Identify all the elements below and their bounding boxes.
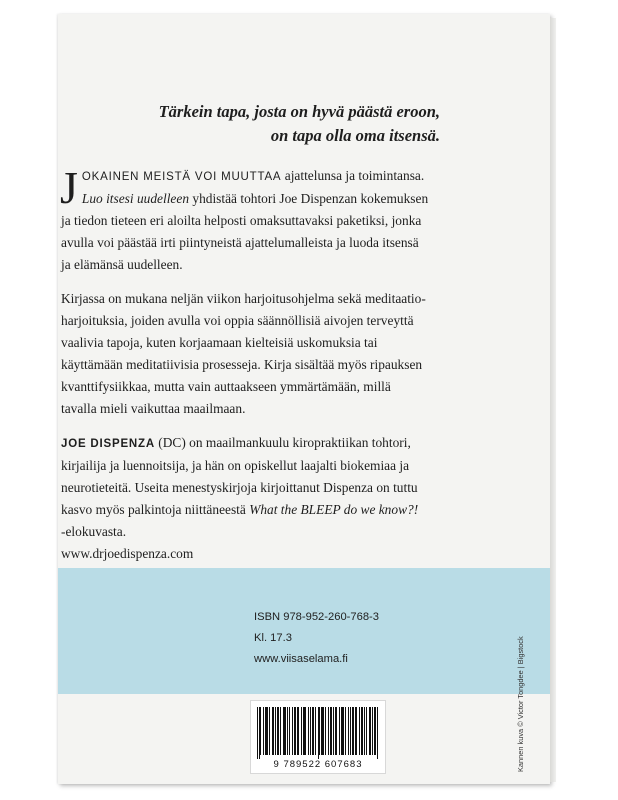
barcode-bar [265,707,266,755]
barcode-bar [277,707,278,755]
barcode-bar [322,707,323,755]
barcode-bar [318,707,319,759]
barcode-bars [257,707,379,759]
barcode-bar [359,707,360,755]
barcode-bar [352,707,353,755]
book-title-italic: Luo itsesi uudelleen [81,191,190,206]
isbn-number: ISBN 978-952-260-768-3 [254,611,380,623]
blurb-paragraph-2: Kirjassa on mukana neljän viikon harjoitusohjelma sekä meditaatio- harjoituksia, joiden avulla voi oppia säännöllisiä aivojen terveyttä vaalivia tapoja, kuten korjaamaan kielteisiä uskomuksia tai käyttämään meditatiivisia prosesseja. Kirja sisältää myös ripauksen kvanttifysiikkaa, mutta vain auttaakseen ymmärtämään, millä tavalla mieli vaikuttaa maailmaan. [61,291,426,416]
barcode-bar [287,707,288,755]
barcode-bar [315,707,316,755]
barcode-bar [257,707,258,759]
barcode-bar [335,707,336,755]
cover-photo-credit: Kannen kuva © Victor Tongdee | Bigstock [516,636,525,772]
barcode-bar [377,707,378,759]
barcode-bar [331,707,332,755]
barcode-bar [263,707,264,755]
barcode-bar [356,707,357,755]
publisher-website: www.viisaselama.fi [254,653,348,665]
barcode-bar [289,707,290,755]
barcode-bar [273,707,274,755]
barcode-bar [259,707,260,759]
back-cover-blurb [60,162,481,577]
barcode-bar [294,707,295,755]
barcode-bar [305,707,306,755]
blurb-lead-caps: OKAINEN MEISTÄ VOI MUUTTAA [81,171,282,183]
barcode-bar [361,707,362,755]
barcode-bar [308,707,309,755]
barcode-bar [278,707,279,755]
barcode-bar [345,707,346,755]
barcode-bar [284,707,285,755]
tagline [0,100,440,148]
barcode-bar [267,707,268,755]
barcode-bar [341,707,342,755]
blurb-paragraph-1: J OKAINEN MEISTÄ VOI MUUTTAA ajattelunsa ja toimintansa. Luo itsesi uudelleen yhdistää tohtori Joe Dispenzan kokemuksen ja tiedon tieteen eri aloilta helposti omaksuttavaksi paketiksi, jonka avulla voi päästää irti piintyneistä ajattelumalleista ja luoda itsensä ja elämänsä uudelleen. [60,162,429,272]
barcode-bar [298,707,299,755]
barcode-bar [312,707,313,755]
barcode-bar [301,707,302,755]
barcode-bar [370,707,371,755]
isbn-block [254,607,384,670]
barcode-bar [266,707,267,755]
barcode-bar [323,707,324,755]
barcode-digits: 9 789522 607683 [273,759,363,770]
barcode-bar [372,707,373,755]
barcode-bar [364,707,365,755]
author-website: www.drjoedispenza.com [61,546,194,561]
barcode-bar [343,707,344,755]
drop-cap: J [60,162,78,213]
barcode-bar [375,707,376,755]
barcode-bar [319,707,320,755]
barcode [250,700,386,774]
barcode-bar [313,707,314,755]
film-title-italic: What the BLEEP do we know?! [249,502,419,517]
barcode-bar [336,707,337,755]
barcode-bar [333,707,334,755]
barcode-bar [260,707,261,755]
author-bio: JOE DISPENZA (DC) on maailmankuulu kiropraktiikan tohtori, kirjailija ja luennoitsija, ja hän on opiskellut laajalti biokemiaa ja neurotieteitä. Useita menestyskirjoja kirjoittanut Dispenza on tuttu kasvo myös palkintoja niittäneestä What the BLEEP do we know?! -elokuvasta. www.drjoedispenza.com [61,432,481,565]
author-name: JOE DISPENZA [61,438,155,450]
barcode-bar [374,707,375,755]
barcode-bar [330,707,331,755]
barcode-bar [275,707,276,755]
barcode-bar [297,707,298,755]
barcode-bar [355,707,356,755]
library-class: Kl. 17.3 [254,632,292,644]
barcode-bar [292,707,293,755]
barcode-bar [350,707,351,755]
tagline-line-1: Tärkein tapa, josta on hyvä päästä eroon, [158,102,440,121]
barcode-bar [310,707,311,755]
barcode-bar [353,707,354,755]
barcode-bar [328,707,329,755]
book-page-edge [550,18,556,782]
barcode-bar [339,707,340,755]
barcode-bar [283,707,284,755]
barcode-bar [321,707,322,755]
barcode-bar [303,707,304,755]
barcode-bar [348,707,349,755]
barcode-bar [366,707,367,755]
barcode-bar [280,707,281,755]
barcode-bar [362,707,363,755]
barcode-bar [342,707,343,755]
barcode-bar [272,707,273,755]
tagline-line-2: on tapa olla oma itsensä. [270,126,440,145]
barcode-bar [304,707,305,755]
barcode-bar [269,707,270,755]
barcode-bar [285,707,286,755]
barcode-bar [295,707,296,755]
barcode-bar [369,707,370,755]
barcode-bar [325,707,326,755]
